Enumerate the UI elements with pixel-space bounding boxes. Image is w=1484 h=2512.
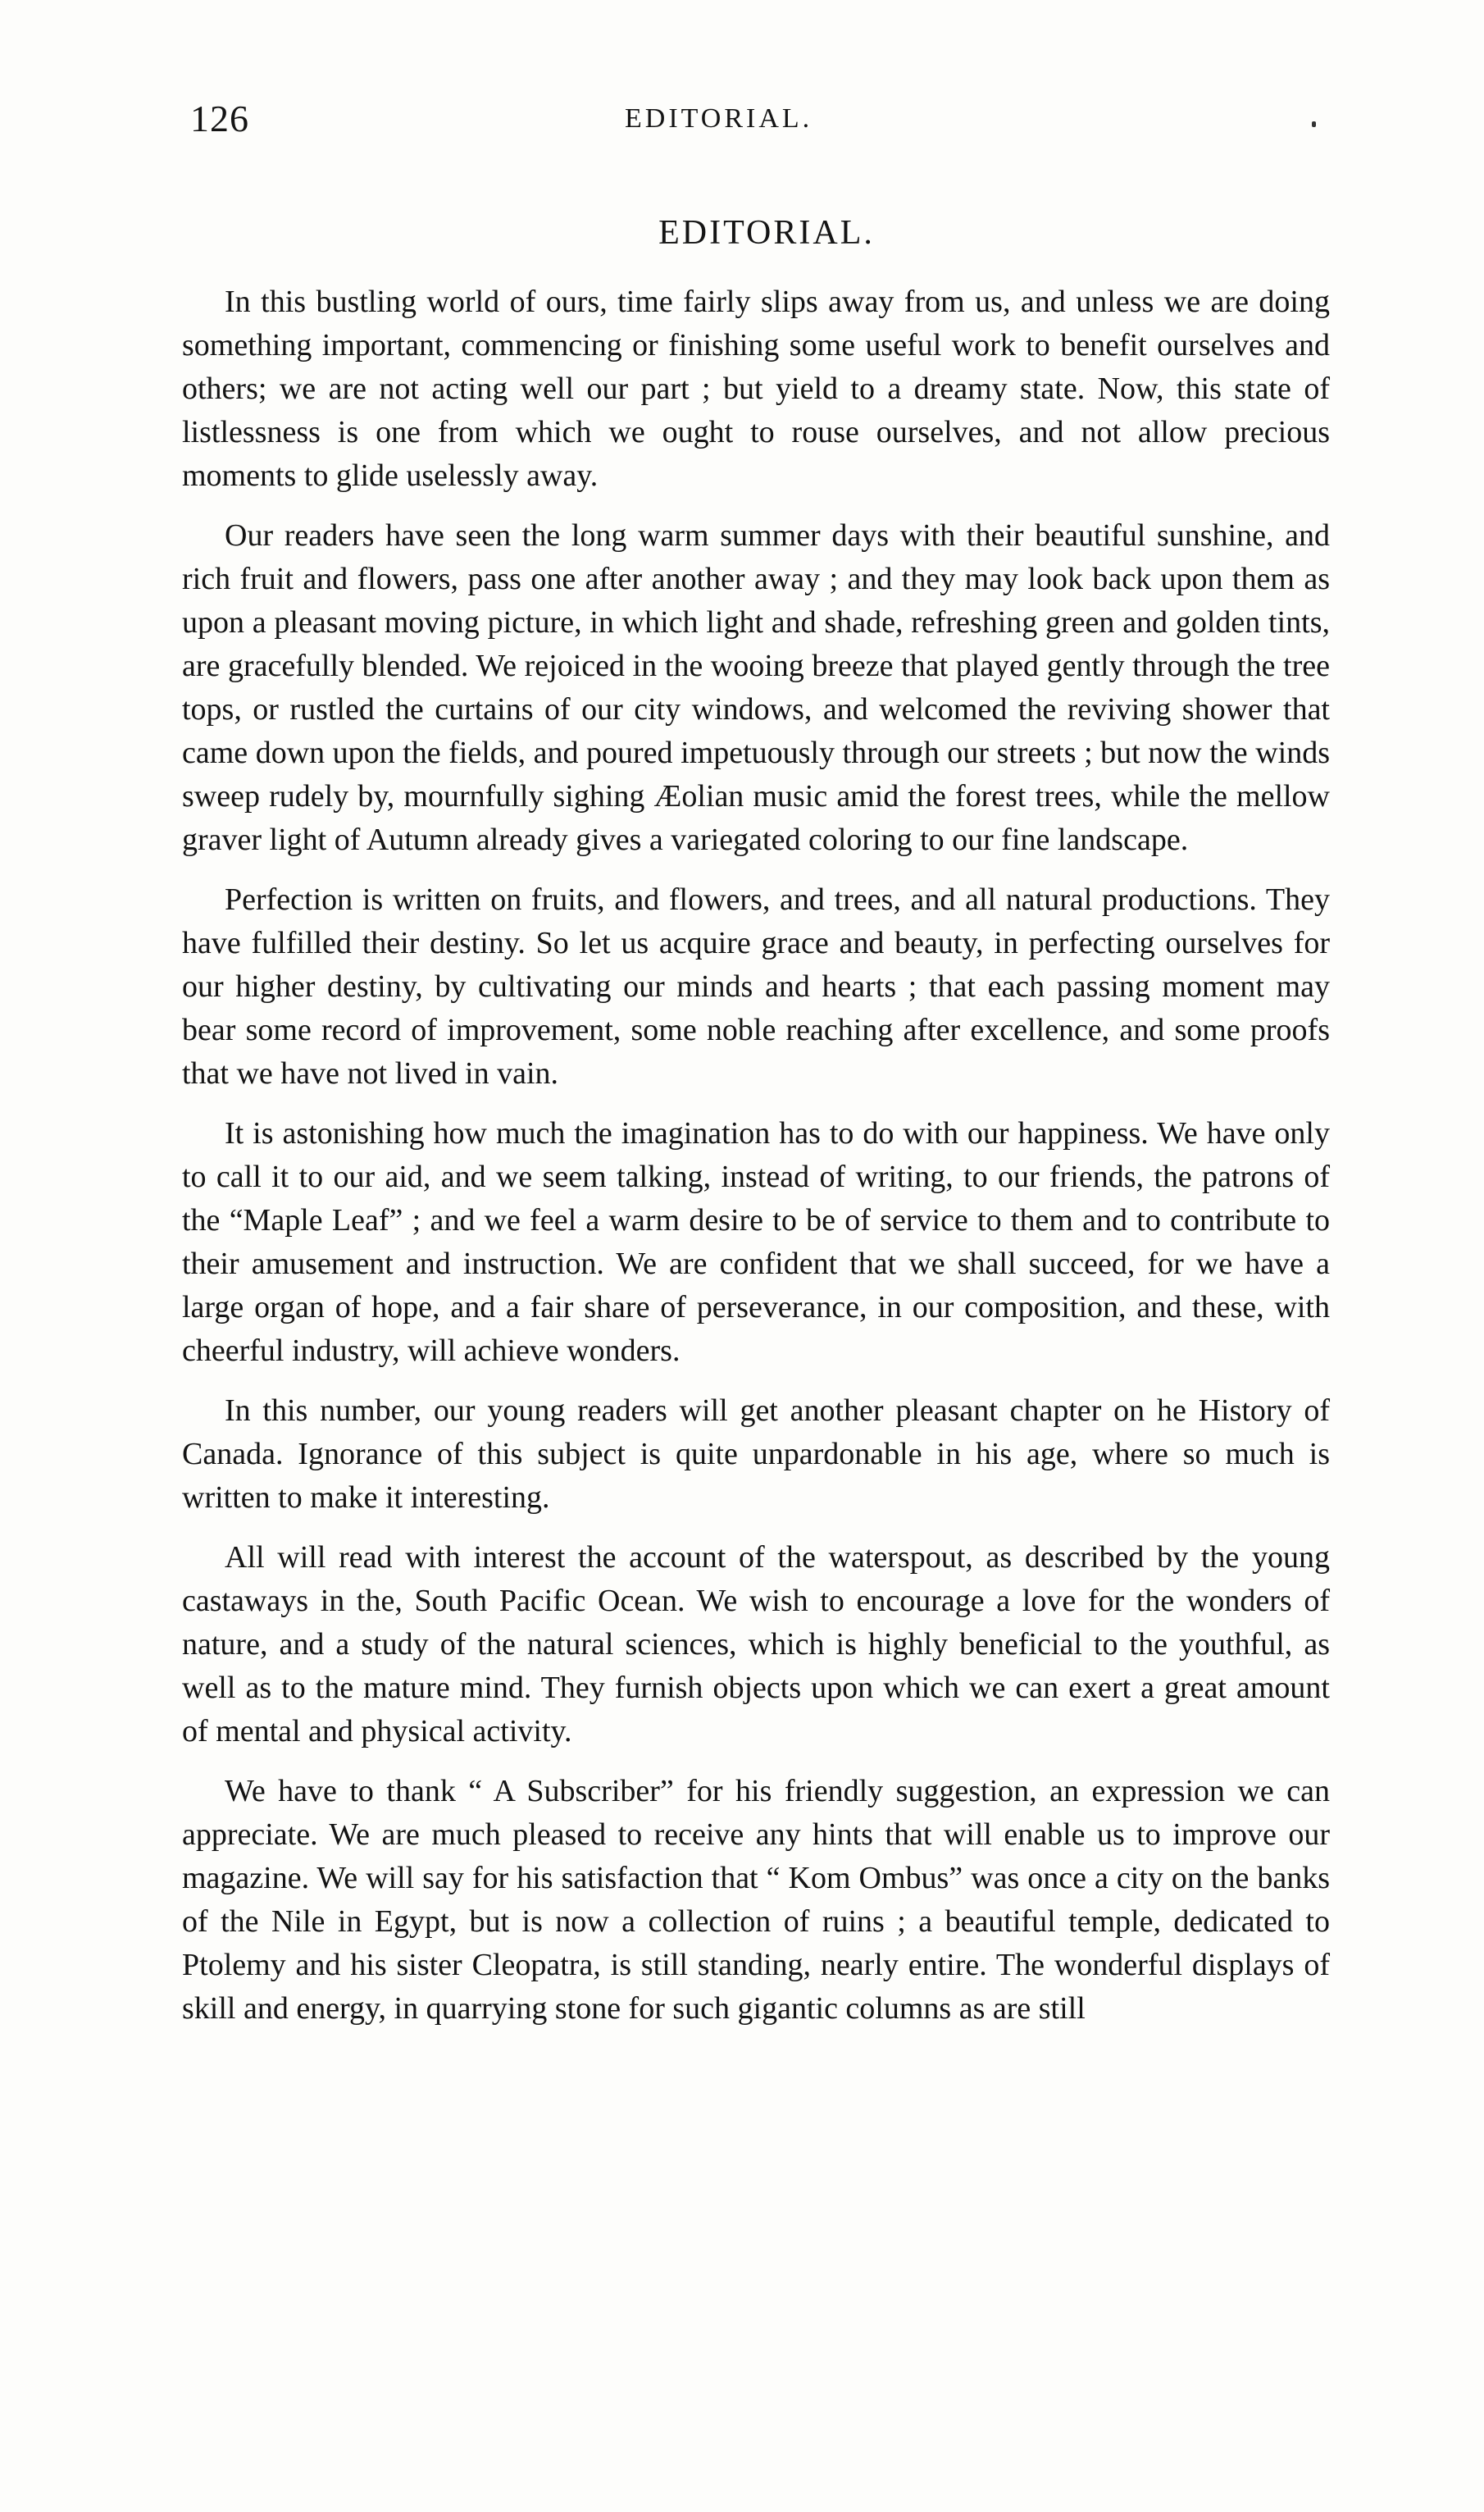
article-body: [182, 280, 1330, 2047]
page-number: 126: [190, 98, 249, 139]
print-speck: [1312, 121, 1316, 127]
paragraph: All will read with interest the account of the waterspout, as described by the young castaways in the, South Pacific Ocean. We wish to encourage a love for the wonders of nature, and a study of the natural sciences, which is highly beneficial to the youthful, as well as to the mature mind. They furnish objects upon which we can exert a great amount of mental and physical activity.: [182, 1540, 1330, 1748]
paragraph: Perfection is written on fruits, and flowers, and trees, and all natural productions. They have fulfilled their destiny. So let us acquire grace and beauty, in perfecting ourselves for our higher destiny, by cultivating our minds and hearts ; that each passing moment may bear some record of improvement, some noble reaching after excellence, and some proofs that we have not lived in vain.: [182, 882, 1330, 1091]
paragraph: In this number, our young readers will get another pleasant chapter on he History of Canada. Ignorance of this subject is quite unpardonable in his age, where so much is written to make it interesting.: [182, 1393, 1330, 1515]
paragraph: Our readers have seen the long warm summer days with their beautiful sunshine, and rich fruit and flowers, pass one after another away ; and they may look back upon them as upon a pleasant moving picture, in which light and shade, refreshing green and golden tints, are gracefully blended. We rejoiced in the wooing breeze that played gently through the tree tops, or rustled the curtains of our city windows, and welcomed the reviving shower that came down upon the fields, and poured impetuously through our streets ; but now the winds sweep rudely by, mournfully sighing Æolian music amid the forest trees, while the mellow graver light of Autumn already gives a variegated coloring to our fine landscape.: [182, 518, 1330, 857]
paragraph: In this bustling world of ours, time fairly slips away from us, and unless we are doing something important, commencing or finishing some useful work to benefit ourselves and others; we are not acting well our part ; but yield to a dreamy state. Now, this state of listlessness is one from which we ought to rouse ourselves, and not allow precious moments to glide uselessly away.: [182, 285, 1330, 493]
paragraph: It is astonishing how much the imagination has to do with our happiness. We have only to call it to our aid, and we seem talking, instead of writing, to our friends, the patrons of the “Maple Leaf” ; and we feel a warm desire to be of service to them and to contribute to their amusement and instruction. We are confident that we shall succeed, for we have a large organ of hope, and a fair share of perseverance, in our composition, and these, with cheerful industry, will achieve wonders.: [182, 1116, 1330, 1368]
page-header: [190, 97, 1338, 154]
article-title: EDITORIAL.: [658, 214, 875, 252]
running-head: EDITORIAL.: [625, 103, 813, 134]
paragraph: We have to thank “ A Subscriber” for his friendly suggestion, an expression we can appreciate. We are much pleased to receive any hints that will enable us to improve our magazine. We will say for his satisfaction that “ Kom Ombus” was once a city on the banks of the Nile in Egypt, but is now a collection of ruins ; a beautiful temple, dedicated to Ptolemy and his sister Cleopatra, is still standing, nearly entire. The wonderful displays of skill and energy, in quarrying stone for such gigantic columns as are still: [182, 1774, 1330, 2026]
